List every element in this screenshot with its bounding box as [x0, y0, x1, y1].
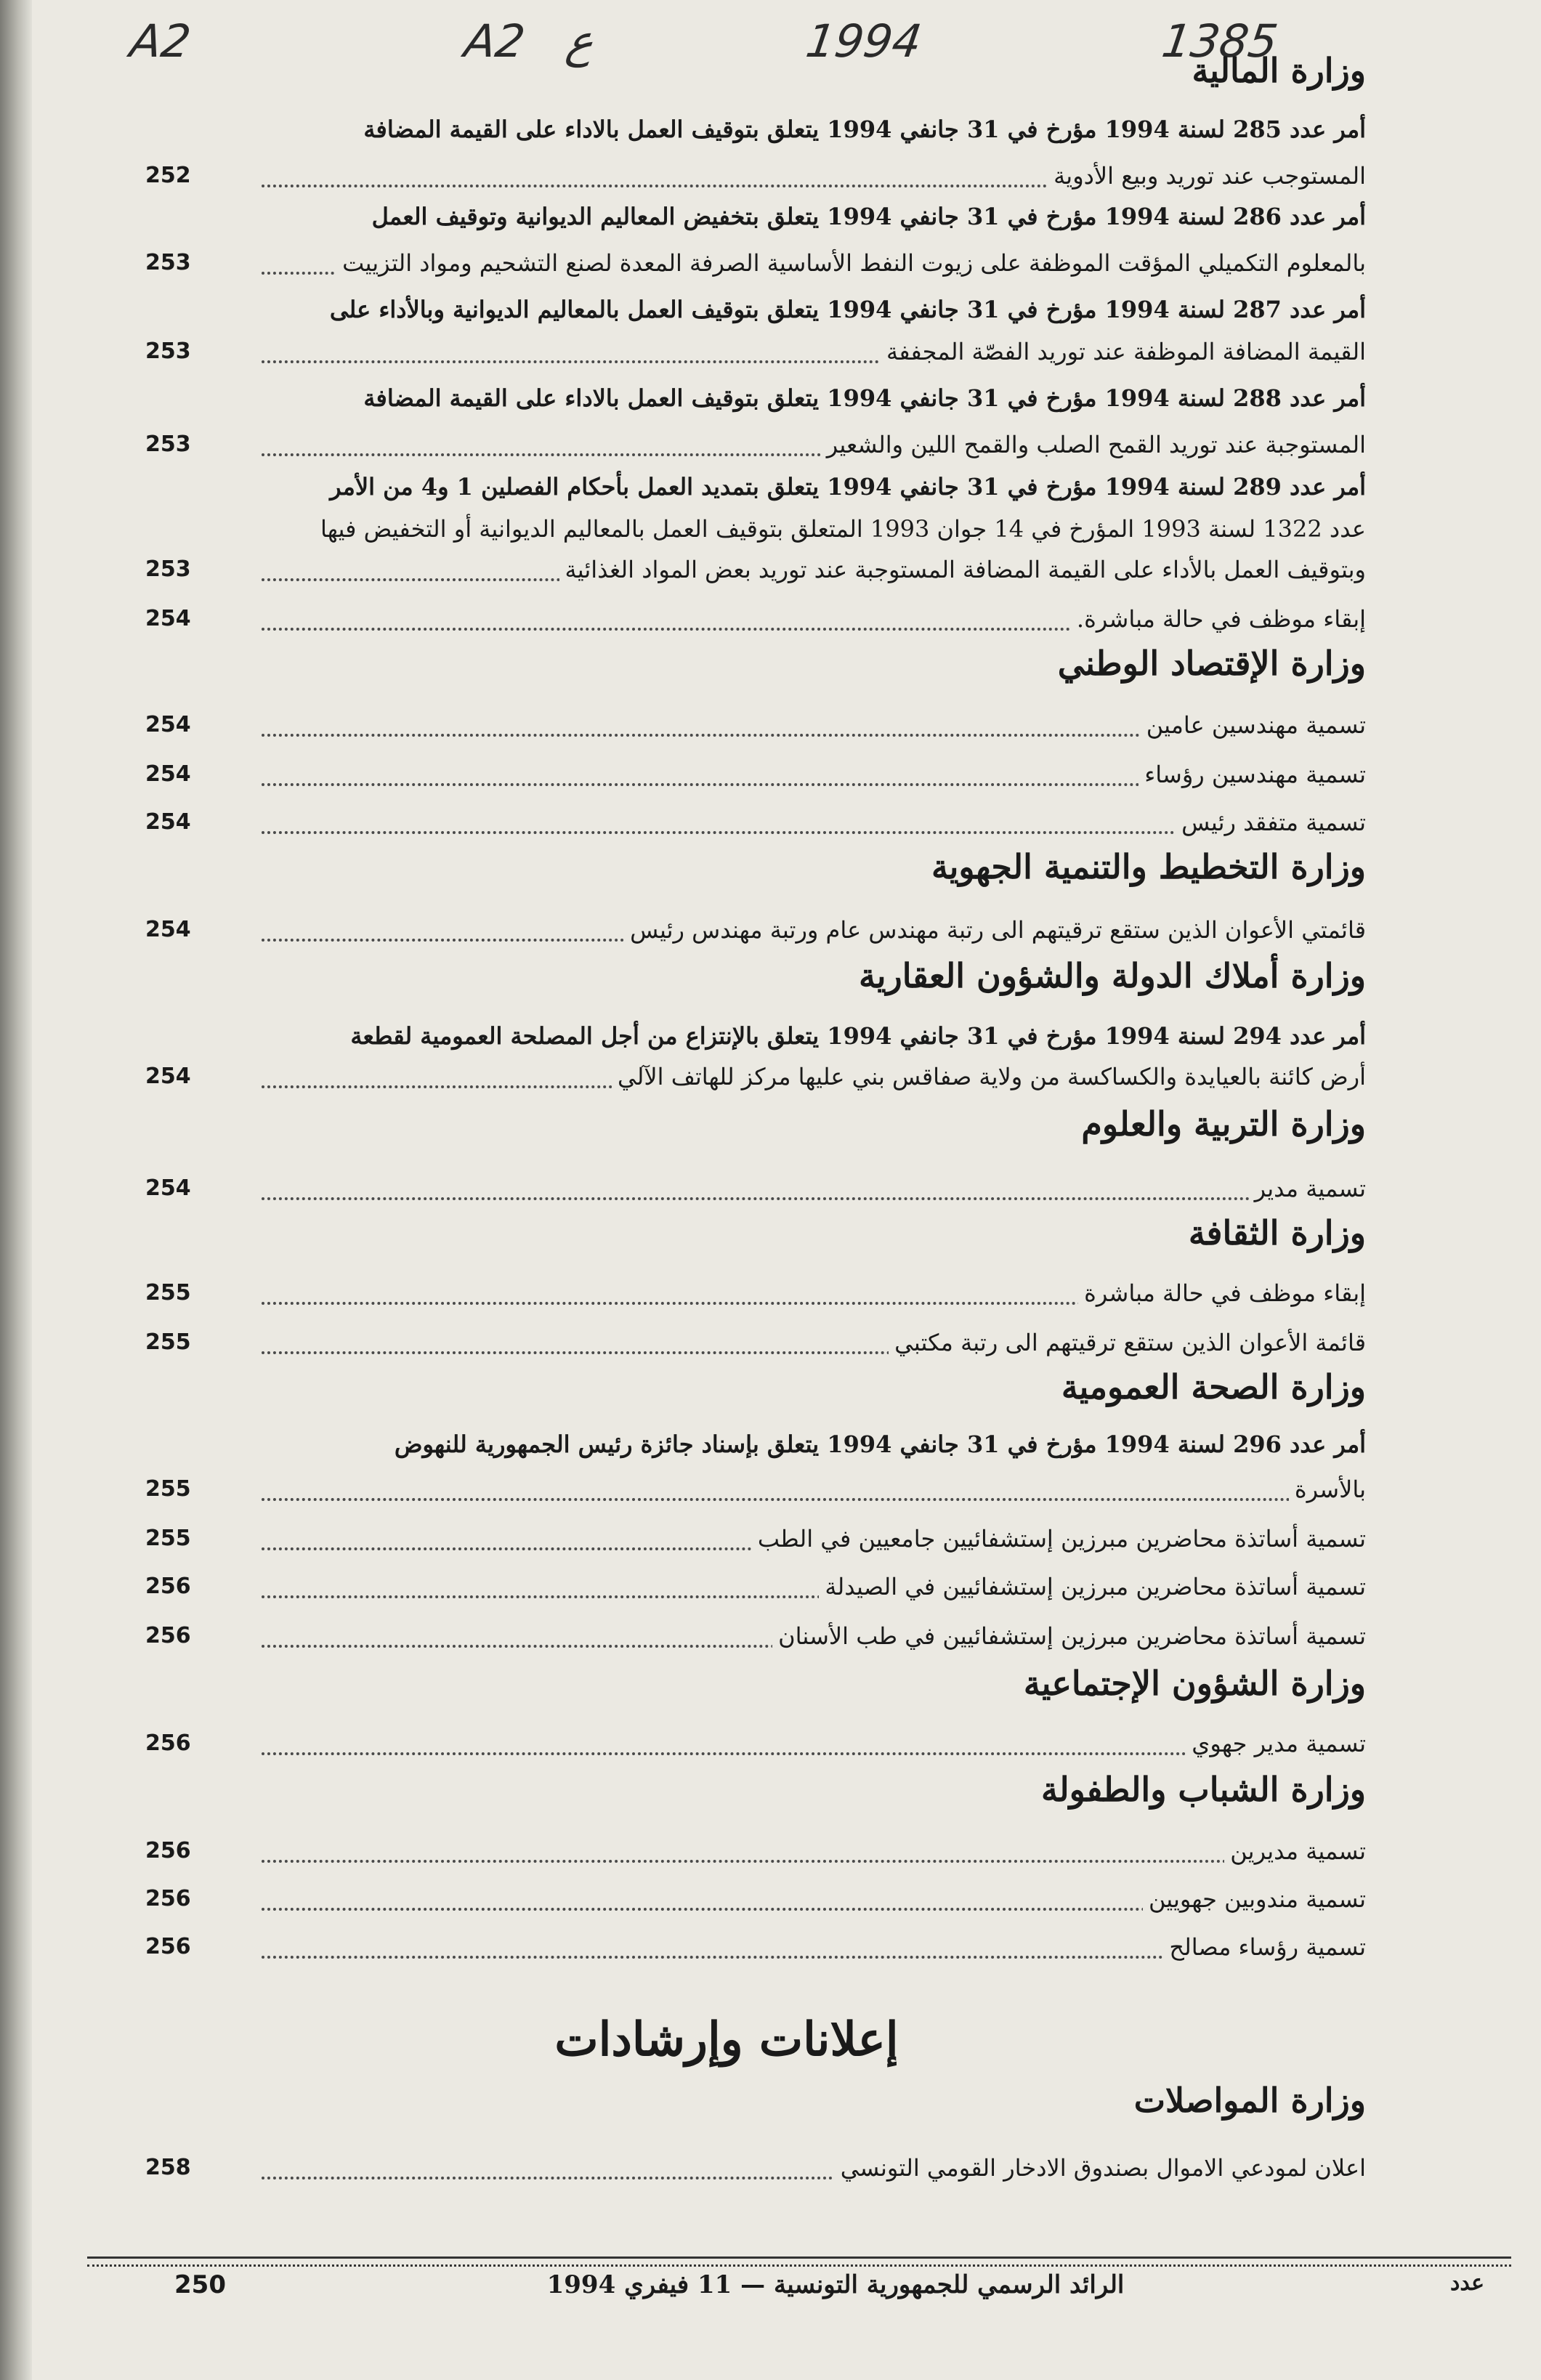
section-title-state-property: وزارة أملاك الدولة والشؤون العقارية: [859, 956, 1366, 995]
entry-text: المستوجب عند توريد وبيع الأدوية: [1048, 155, 1366, 196]
toc-entry-line: [174, 1424, 1366, 1465]
toc-entry-line: [145, 910, 1366, 950]
entry-text: أمر عدد 288 لسنة 1994 مؤرخ في 31 جانفي 1994 يتعلق بتوقيف العمل بالاداء على القيمة المضافة: [363, 384, 1366, 412]
page-ref: 254: [145, 809, 191, 835]
entry-text: تسمية رؤساء مصالح: [1163, 1927, 1366, 1967]
section-title-education: وزارة التربية والعلوم: [1081, 1104, 1366, 1144]
page-ref: 256: [145, 1838, 191, 1863]
entry-text: أمر عدد 296 لسنة 1994 مؤرخ في 31 جانفي 1994 يتعلق بإسناد جائزة رئيس الجمهورية للنهوض: [394, 1430, 1366, 1458]
toc-entry-line: [145, 1566, 1366, 1607]
entry-text: المستوجبة عند توريد القمح الصلب والقمح اللين والشعير: [821, 424, 1366, 465]
handwritten-note-b: A2: [461, 15, 528, 68]
toc-entry-line: [174, 466, 1366, 507]
entry-text: قائمة الأعوان الذين ستقع ترقيتهم الى رتبة مكتبي: [889, 1322, 1366, 1363]
toc-entry-line: [145, 1831, 1366, 1871]
entry-text: تسمية أساتذة محاضرين مبرزين إستشفائيين في طب الأسنان: [772, 1616, 1366, 1656]
toc-entry-line: [145, 1469, 1366, 1510]
footer-journal-title: الرائد الرسمي للجمهورية التونسية — 11 فيفري 1994: [546, 2270, 1125, 2299]
section-title-social-affairs: وزارة الشؤون الإجتماعية: [1023, 1664, 1366, 1703]
binding-gutter: [0, 0, 32, 2380]
toc-entry-line: [174, 109, 1366, 150]
page-ref: 254: [145, 1175, 191, 1201]
toc-entry-line: [145, 599, 1366, 639]
section-title-culture: وزارة الثقافة: [1188, 1213, 1366, 1252]
entry-text: تسمية مديرين: [1224, 1831, 1366, 1871]
page-ref: 255: [145, 1476, 191, 1502]
toc-entry-line: [145, 331, 1366, 372]
page-ref: 256: [145, 1934, 191, 1959]
page-ref: 258: [145, 2155, 191, 2180]
entry-text: أمر عدد 285 لسنة 1994 مؤرخ في 31 جانفي 1994 يتعلق بتوقيف العمل بالاداء على القيمة المضافة: [363, 116, 1366, 143]
page-ref: 252: [145, 163, 191, 188]
footer-edge-text: عدد: [1450, 2270, 1485, 2296]
page-ref: 256: [145, 1574, 191, 1599]
footer-rule: [87, 2256, 1511, 2267]
leader-dots: [262, 1855, 1366, 1863]
entry-text: اعلان لمودعي الاموال بصندوق الادخار القومي التونسي: [835, 2148, 1366, 2188]
toc-entry-line: [174, 1016, 1366, 1056]
toc-entry-line: [145, 1879, 1366, 1919]
entry-text: أمر عدد 294 لسنة 1994 مؤرخ في 31 جانفي 1994 يتعلق بالإنتزاع من أجل المصلحة العمومية لقطعة: [350, 1022, 1366, 1050]
entry-text: تسمية مدير جهوي: [1186, 1723, 1366, 1764]
handwritten-note-c: ع: [562, 15, 598, 68]
toc-entry-line: [145, 424, 1366, 465]
page-ref: 254: [145, 606, 191, 631]
entry-text: قائمتي الأعوان الذين ستقع ترقيتهم الى رتبة مهندس عام ورتبة مهندس رئيس: [624, 910, 1366, 950]
toc-entry-line: [145, 1168, 1366, 1209]
leader-dots: [262, 1494, 1366, 1501]
section-title-communications: وزارة المواصلات: [1133, 2081, 1366, 2120]
section-title-economy: وزارة الإقتصاد الوطني: [1057, 644, 1366, 683]
toc-entry-line: [145, 2148, 1366, 2188]
toc-entry-line: [145, 1927, 1366, 1967]
entry-text: أمر عدد 289 لسنة 1994 مؤرخ في 31 جانفي 1994 يتعلق بتمديد العمل بأحكام الفصلين 1 و4 من الأمر: [330, 473, 1366, 501]
entry-text: بالمعلوم التكميلي المؤقت الموظفة على زيوت النفط الأساسية الصرفة المعدة لصنع التشحيم ومواد التزييت: [336, 243, 1366, 283]
footer-page-number: 250: [174, 2270, 226, 2299]
section-title-finance: وزارة المالية: [1192, 51, 1366, 90]
toc-entry-line: [145, 549, 1366, 590]
page-ref: 253: [145, 556, 191, 582]
page-ref: 255: [145, 1329, 191, 1355]
page-ref: 254: [145, 712, 191, 737]
toc-entry-line: [145, 1273, 1366, 1314]
entry-text: تسمية مندوبين جهويين: [1143, 1879, 1366, 1919]
toc-entry-line: [145, 1723, 1366, 1764]
handwritten-note-a: A2: [126, 15, 194, 68]
section-title-planning: وزارة التخطيط والتنمية الجهوية: [931, 847, 1366, 886]
page-ref: 253: [145, 339, 191, 364]
toc-entry-line: [145, 243, 1366, 283]
entry-text: تسمية متفقد رئيس: [1176, 802, 1366, 843]
announcements-title: إعلانات وإرشادات: [554, 2012, 899, 2067]
toc-entry-line: [145, 1518, 1366, 1559]
entry-text: تسمية مهندسين رؤساء: [1138, 754, 1366, 795]
entry-text: تسمية أساتذة محاضرين مبرزين إستشفائيين في الصيدلة: [819, 1566, 1366, 1607]
page-ref: 254: [145, 917, 191, 942]
entry-text: وبتوقيف العمل بالأداء على القيمة المضافة المستوجبة عند توريد بعض المواد الغذائية: [559, 549, 1366, 590]
toc-entry-line: [145, 155, 1366, 196]
page-ref: 254: [145, 761, 191, 787]
page-ref: 254: [145, 1064, 191, 1089]
toc-entry-line: [174, 378, 1366, 418]
toc-entry-line: [145, 754, 1366, 795]
toc-entry-line: [145, 802, 1366, 843]
entry-text: تسمية مدير: [1249, 1168, 1366, 1209]
entry-text: تسمية أساتذة محاضرين مبرزين إستشفائيين جامعيين في الطب: [752, 1518, 1366, 1559]
page-ref: 255: [145, 1526, 191, 1551]
entry-text: بالأسرة: [1289, 1469, 1366, 1510]
entry-text: تسمية مهندسين عامين: [1141, 705, 1366, 745]
entry-text: أمر عدد 286 لسنة 1994 مؤرخ في 31 جانفي 1994 يتعلق بتخفيض المعاليم الديوانية وتوقيف العمل: [371, 203, 1366, 230]
toc-entry-line: [145, 705, 1366, 745]
entry-text: أمر عدد 287 لسنة 1994 مؤرخ في 31 جانفي 1994 يتعلق بتوقيف العمل بالمعاليم الديوانية وبالأداء على: [329, 296, 1366, 323]
handwritten-note-number: 1385: [1158, 15, 1281, 68]
entry-text: القيمة المضافة الموظفة عند توريد الفصّة المجففة: [881, 331, 1366, 372]
toc-entry-line: [174, 196, 1366, 237]
leader-dots: [262, 1193, 1366, 1200]
entry-text: إبقاء موظف في حالة مباشرة: [1078, 1273, 1366, 1314]
toc-entry-line: [145, 1322, 1366, 1363]
page-ref: 253: [145, 250, 191, 275]
page-ref: 256: [145, 1886, 191, 1911]
section-title-youth: وزارة الشباب والطفولة: [1040, 1770, 1366, 1809]
toc-entry-line: [174, 289, 1366, 330]
toc-entry-line: [174, 509, 1366, 549]
entry-text: عدد 1322 لسنة 1993 المؤرخ في 14 جوان 1993 المتعلق بتوقيف العمل بالمعاليم الديوانية أو التخفيض فيها: [320, 515, 1366, 543]
handwritten-note-year: 1994: [802, 15, 925, 68]
page-ref: 256: [145, 1623, 191, 1648]
page-ref: 255: [145, 1280, 191, 1306]
toc-entry-line: [145, 1056, 1366, 1097]
section-title-health: وزارة الصحة العمومية: [1061, 1367, 1366, 1406]
toc-entry-line: [145, 1616, 1366, 1656]
index-page: [87, 0, 1366, 2380]
page-ref: 256: [145, 1731, 191, 1756]
entry-text: إبقاء موظف في حالة مباشرة.: [1071, 599, 1366, 639]
page-ref: 253: [145, 432, 191, 457]
entry-text: أرض كائنة بالعيايدة والكساكسة من ولاية صفاقس بني عليها مركز للهاتف الآلي: [612, 1056, 1366, 1097]
